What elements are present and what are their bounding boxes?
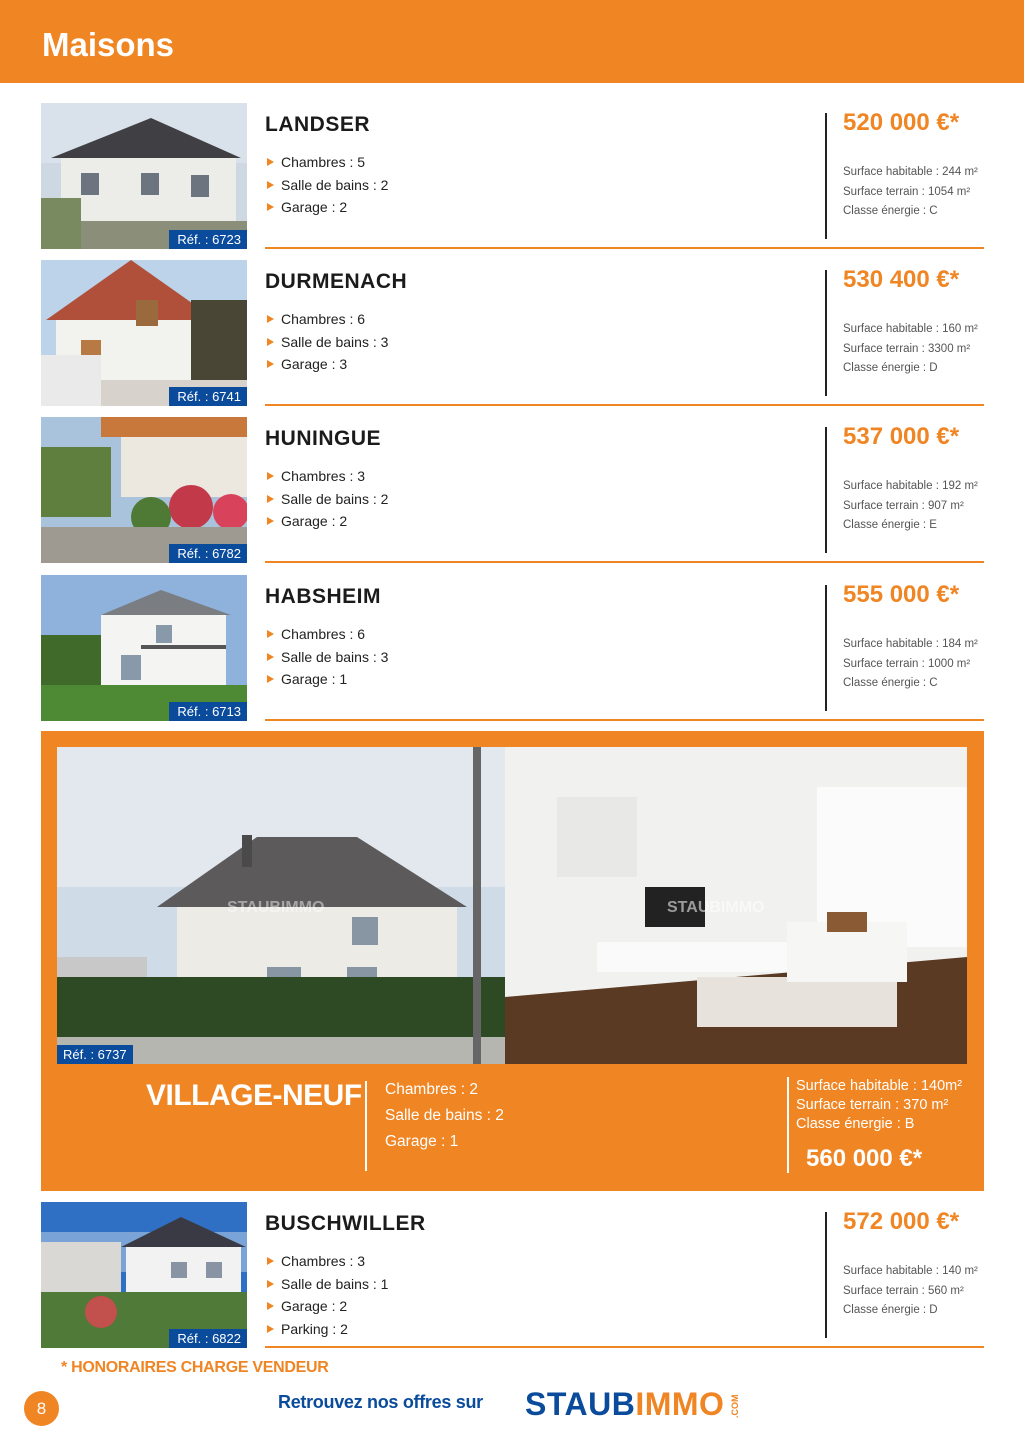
feature-bathrooms: Salle de bains : 1 <box>265 1273 388 1296</box>
separator-rule <box>265 561 984 563</box>
fees-footnote: * HONORAIRES CHARGE VENDEUR <box>61 1359 329 1376</box>
feature-bedrooms: Chambres : 3 <box>265 1250 388 1273</box>
feature-bathrooms: Salle de bains : 2 <box>385 1107 504 1124</box>
town-name: LANDSER <box>265 113 371 136</box>
listing-habsheim[interactable] <box>41 575 984 721</box>
energy-class: Classe énergie : D <box>843 362 938 374</box>
price: 560 000 €* <box>806 1145 923 1172</box>
property-photo[interactable] <box>41 260 247 406</box>
divider <box>365 1081 367 1171</box>
living-area: Surface habitable : 244 m² <box>843 166 978 178</box>
property-photo[interactable] <box>41 103 247 249</box>
watermark-text: STAUBIMMO <box>227 899 325 916</box>
living-area: Surface habitable : 140 m² <box>843 1265 978 1277</box>
page-header <box>0 0 1024 83</box>
feature-bathrooms: Salle de bains : 3 <box>265 646 388 669</box>
separator-rule <box>265 247 984 249</box>
feature-bathrooms: Salle de bains : 2 <box>265 488 388 511</box>
town-name: BUSCHWILLER <box>265 1212 426 1235</box>
separator-rule <box>265 404 984 406</box>
property-photo[interactable] <box>41 1202 247 1348</box>
feature-parking: Parking : 2 <box>265 1318 388 1341</box>
land-area: Surface terrain : 370 m² <box>796 1097 949 1113</box>
town-name: HUNINGUE <box>265 427 382 450</box>
details-block <box>843 163 978 222</box>
reference-badge: Réf. : 6822 <box>169 1329 247 1348</box>
price: 572 000 €* <box>843 1208 960 1235</box>
energy-class: Classe énergie : D <box>843 1304 938 1316</box>
feature-list <box>265 1250 388 1340</box>
watermark-text-2: STAUBIMMO <box>667 899 765 916</box>
reference-badge: Réf. : 6723 <box>169 230 247 249</box>
feature-list <box>385 1077 504 1155</box>
price: 530 400 €* <box>843 266 960 293</box>
feature-bedrooms: Chambres : 5 <box>265 151 388 174</box>
page-title: Maisons <box>42 26 175 63</box>
living-area: Surface habitable : 184 m² <box>843 638 978 650</box>
price: 555 000 €* <box>843 581 960 608</box>
promo-text: Retrouvez nos offres sur <box>278 1392 483 1412</box>
feature-garage: Garage : 2 <box>265 510 388 533</box>
divider <box>825 113 827 239</box>
divider <box>825 1212 827 1338</box>
living-area: Surface habitable : 160 m² <box>843 323 978 335</box>
reference-badge: Réf. : 6737 <box>57 1045 133 1064</box>
feature-garage: Garage : 2 <box>265 196 388 219</box>
energy-class: Classe énergie : C <box>843 205 938 217</box>
house-photo-image <box>41 575 247 721</box>
feature-garage: Garage : 1 <box>385 1133 459 1150</box>
listing-huningue[interactable] <box>41 417 984 563</box>
land-area: Surface terrain : 3300 m² <box>843 342 971 355</box>
land-area: Surface terrain : 1000 m² <box>843 657 971 670</box>
property-photo[interactable] <box>41 575 247 721</box>
land-area: Surface terrain : 1054 m² <box>843 185 971 198</box>
reference-badge: Réf. : 6713 <box>169 702 247 721</box>
featured-photo-image <box>57 747 967 1064</box>
living-area: Surface habitable : 140m² <box>796 1078 963 1094</box>
divider <box>825 427 827 553</box>
feature-list <box>265 623 388 691</box>
feature-garage: Garage : 1 <box>265 668 388 691</box>
feature-bedrooms: Chambres : 2 <box>385 1081 479 1098</box>
separator-rule <box>265 1346 984 1348</box>
living-area: Surface habitable : 192 m² <box>843 480 978 492</box>
land-area: Surface terrain : 907 m² <box>843 499 964 512</box>
energy-class: Classe énergie : B <box>796 1116 915 1132</box>
land-area: Surface terrain : 560 m² <box>843 1284 964 1297</box>
reference-badge: Réf. : 6741 <box>169 387 247 406</box>
price: 537 000 €* <box>843 423 960 450</box>
featured-listing-village-neuf[interactable] <box>41 731 984 1191</box>
divider <box>825 270 827 396</box>
feature-bathrooms: Salle de bains : 3 <box>265 331 388 354</box>
feature-bathrooms: Salle de bains : 2 <box>265 174 388 197</box>
feature-bedrooms: Chambres : 6 <box>265 623 388 646</box>
feature-list <box>265 308 388 376</box>
feature-bedrooms: Chambres : 6 <box>265 308 388 331</box>
town-name: HABSHEIM <box>265 585 382 608</box>
house-photo-image <box>41 1202 247 1348</box>
house-photo-image <box>41 103 247 249</box>
feature-garage: Garage : 2 <box>265 1295 388 1318</box>
price: 520 000 €* <box>843 109 960 136</box>
logo-part-staub: STAUB <box>525 1386 636 1422</box>
house-photo-image <box>41 260 247 406</box>
feature-list <box>265 151 388 219</box>
feature-garage: Garage : 3 <box>265 353 388 376</box>
featured-photos[interactable] <box>57 747 967 1064</box>
divider <box>787 1077 789 1173</box>
details-block <box>843 635 978 694</box>
logo-suffix: .COM <box>730 1394 740 1418</box>
energy-class: Classe énergie : E <box>843 519 937 531</box>
details-block <box>796 1077 962 1134</box>
logo-part-immo: IMMO <box>635 1386 725 1422</box>
listing-landser[interactable] <box>41 103 984 249</box>
staubimmo-logo[interactable] <box>525 1384 740 1424</box>
listing-durmenach[interactable] <box>41 260 984 406</box>
listing-buschwiller[interactable] <box>41 1202 984 1348</box>
separator-rule <box>265 719 984 721</box>
house-photo-image <box>41 417 247 563</box>
divider <box>825 585 827 711</box>
details-block <box>843 1262 978 1321</box>
feature-list <box>265 465 388 533</box>
page-number: 8 <box>24 1391 59 1426</box>
energy-class: Classe énergie : C <box>843 677 938 689</box>
property-photo[interactable] <box>41 417 247 563</box>
reference-badge: Réf. : 6782 <box>169 544 247 563</box>
feature-bedrooms: Chambres : 3 <box>265 465 388 488</box>
town-name: DURMENACH <box>265 270 408 293</box>
details-block <box>843 320 978 379</box>
town-name: VILLAGE-NEUF <box>146 1079 362 1112</box>
details-block <box>843 477 978 536</box>
